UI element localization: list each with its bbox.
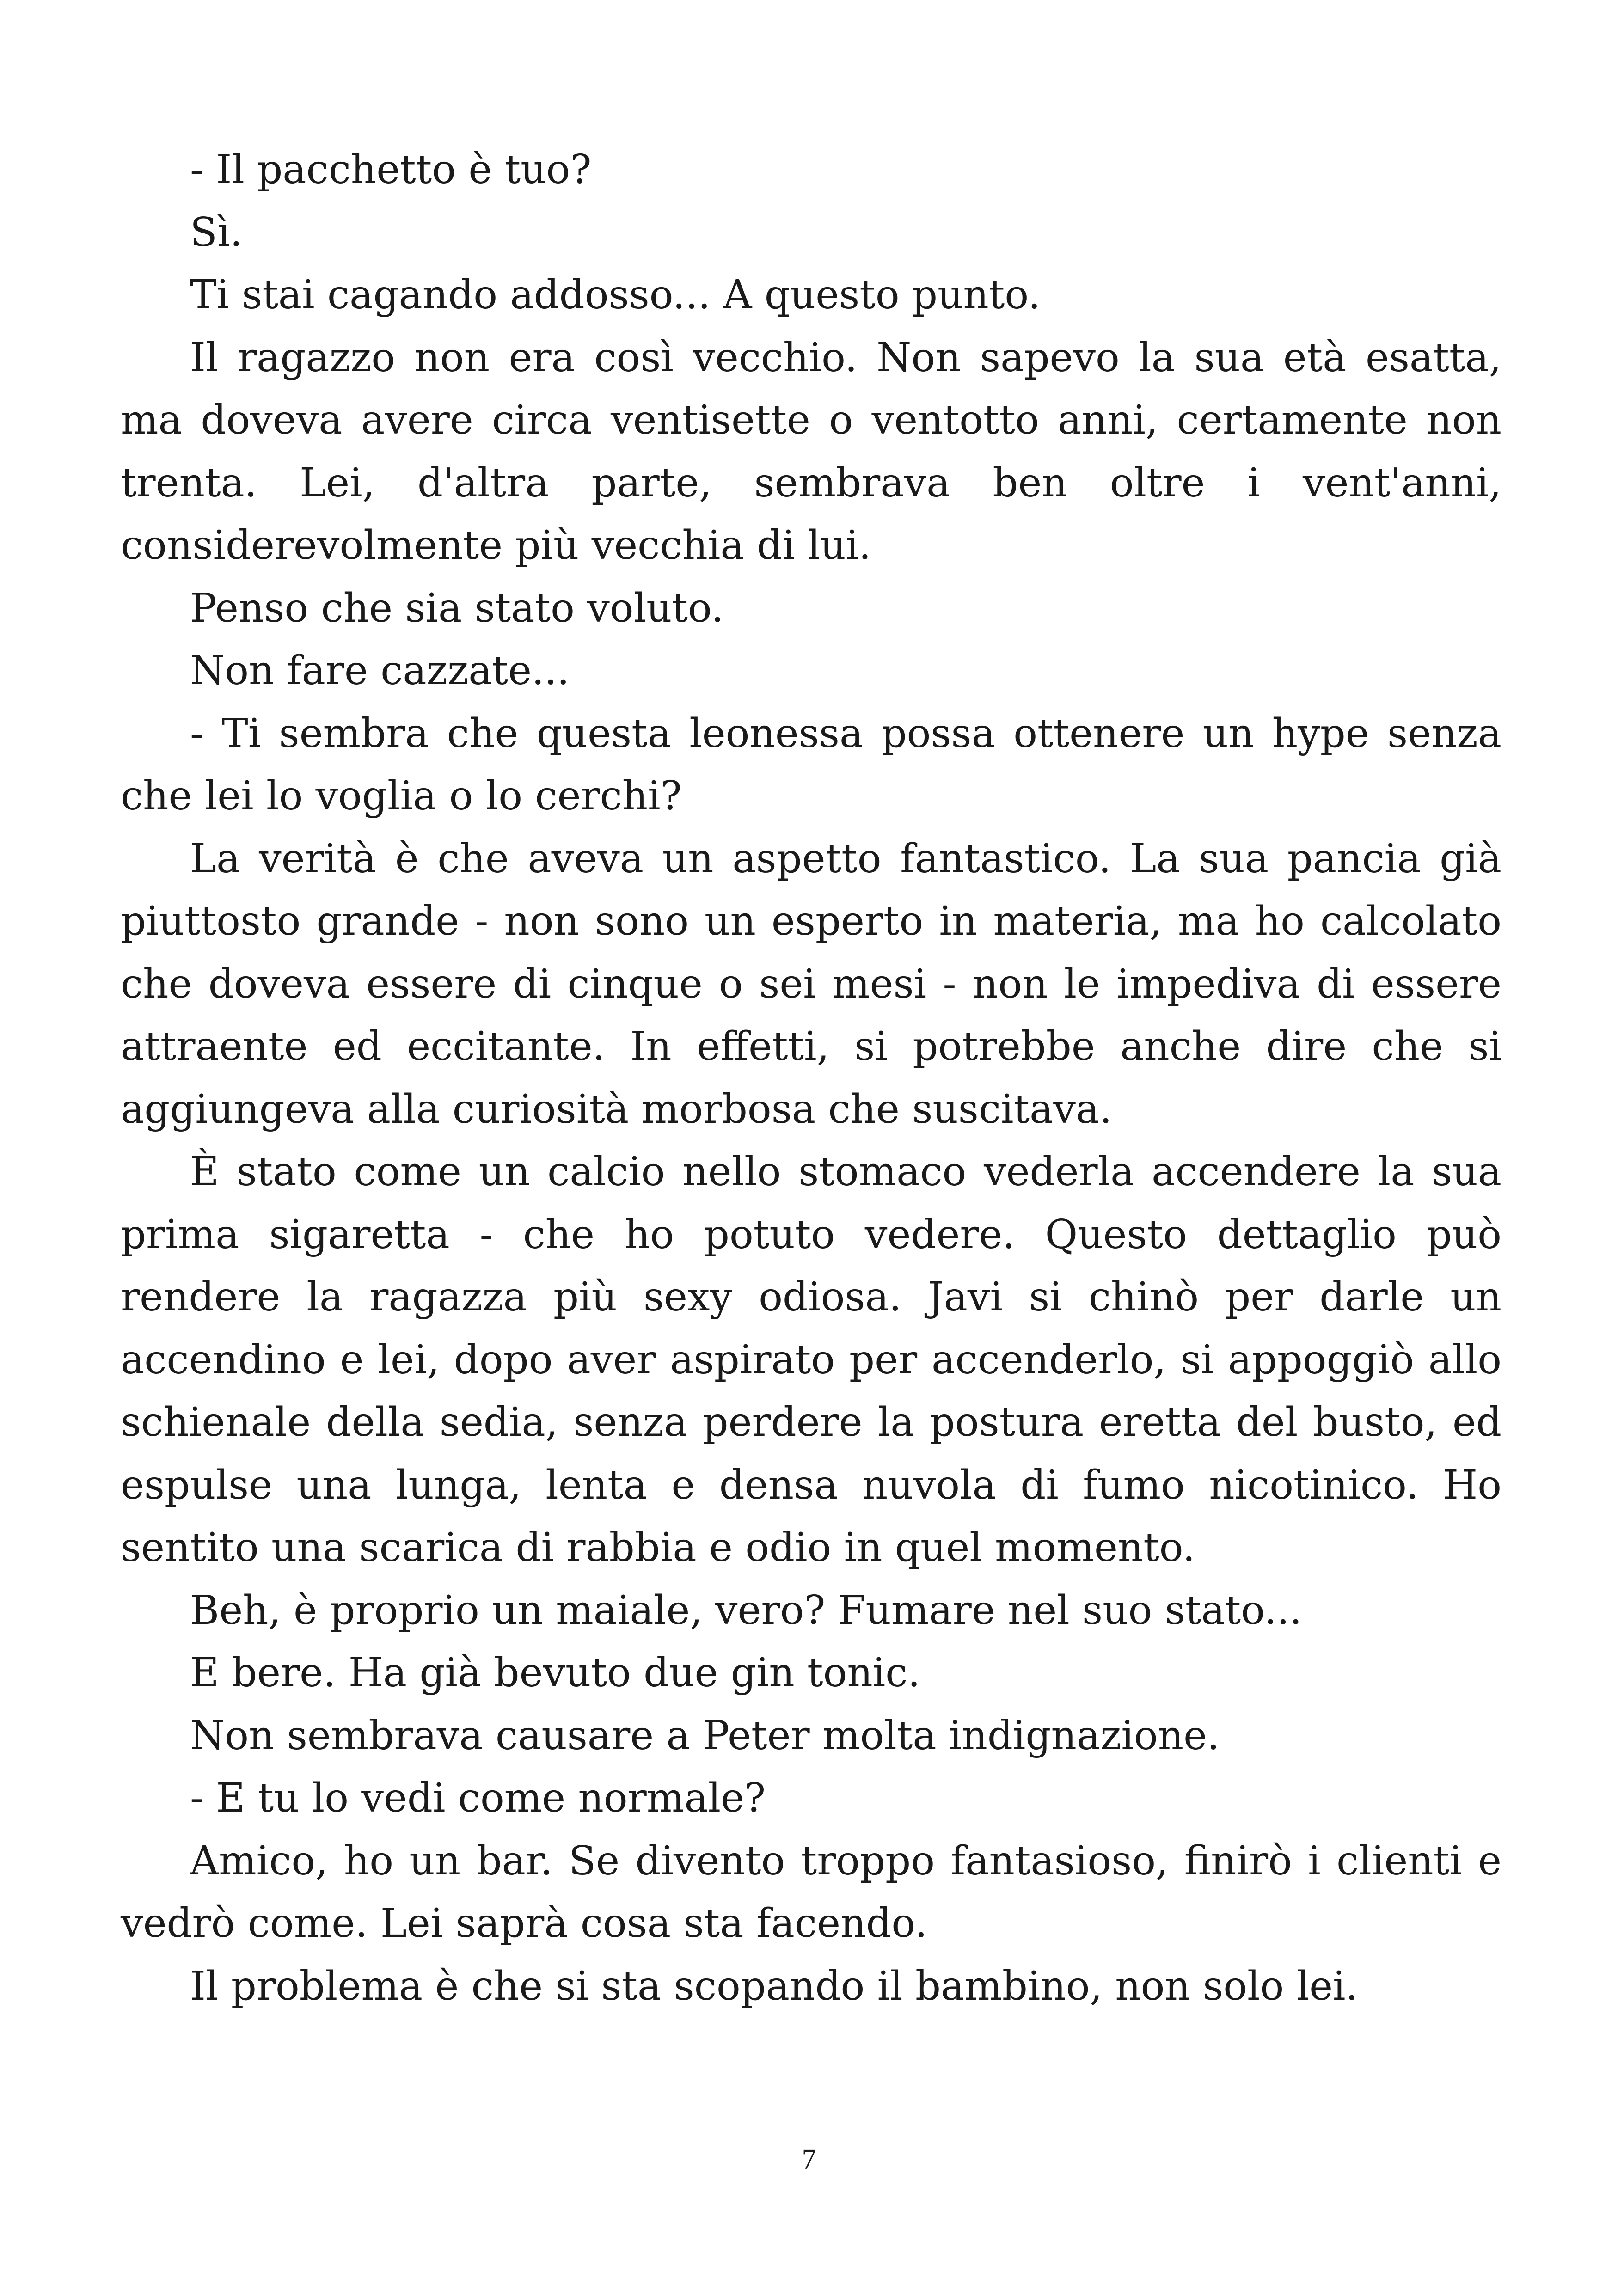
paragraph: E bere. Ha già bevuto due gin tonic. <box>190 1650 920 1696</box>
paragraph: È stato come un calcio nello stomaco vederla accendere la sua prima sigaretta - che ho potuto vedere. Questo dettaglio può rendere la ragazza più sexy odiosa. Javi si chinò per darle un accendino e lei, dopo aver aspirato per accenderlo, si appoggiò allo schienale della sedia, senza perdere la postura eretta del busto, ed espulse una lunga, lenta e densa nuvola di fumo nicotinico. Ho sentito una scarica di rabbia e odio in quel momento. <box>121 1149 1502 1571</box>
paragraph: - E tu lo vedi come normale? <box>190 1775 766 1821</box>
paragraph: Il problema è che si sta scopando il bambino, non solo lei. <box>190 1963 1358 2009</box>
paragraph: Penso che sia stato voluto. <box>190 585 724 631</box>
paragraph: Amico, ho un bar. Se divento troppo fantasioso, finirò i clienti e vedrò come. Lei saprà cosa sta facendo. <box>121 1837 1502 1947</box>
paragraph: Non sembrava causare a Peter molta indignazione. <box>190 1712 1220 1759</box>
paragraph: Non fare cazzate... <box>190 648 570 694</box>
paragraph: Beh, è proprio un maiale, vero? Fumare nel suo stato... <box>190 1587 1302 1634</box>
paragraph: Ti stai cagando addosso... A questo punto. <box>190 272 1041 318</box>
paragraph: - Ti sembra che questa leonessa possa ottenere un hype senza che lei lo voglia o lo cerchi? <box>121 710 1502 819</box>
paragraph: La verità è che aveva un aspetto fantastico. La sua pancia già piuttosto grande - non sono un esperto in materia, ma ho calcolato che doveva essere di cinque o sei mesi - non le impediva di essere attraente ed eccitante. In effetti, si potrebbe anche dire che si aggiungeva alla curiosità morbosa che suscitava. <box>121 835 1502 1133</box>
page-number: 7 <box>802 2144 816 2175</box>
body-text <box>121 139 1502 2018</box>
paragraph: Sì. <box>190 209 243 256</box>
paragraph: - Il pacchetto è tuo? <box>190 147 592 193</box>
paragraph: Il ragazzo non era così vecchio. Non sapevo la sua età esatta, ma doveva avere circa ventisette o ventotto anni, certamente non trenta. Lei, d'altra parte, sembrava ben oltre i vent'anni, considerevolmente più vecchia di lui. <box>121 334 1502 569</box>
